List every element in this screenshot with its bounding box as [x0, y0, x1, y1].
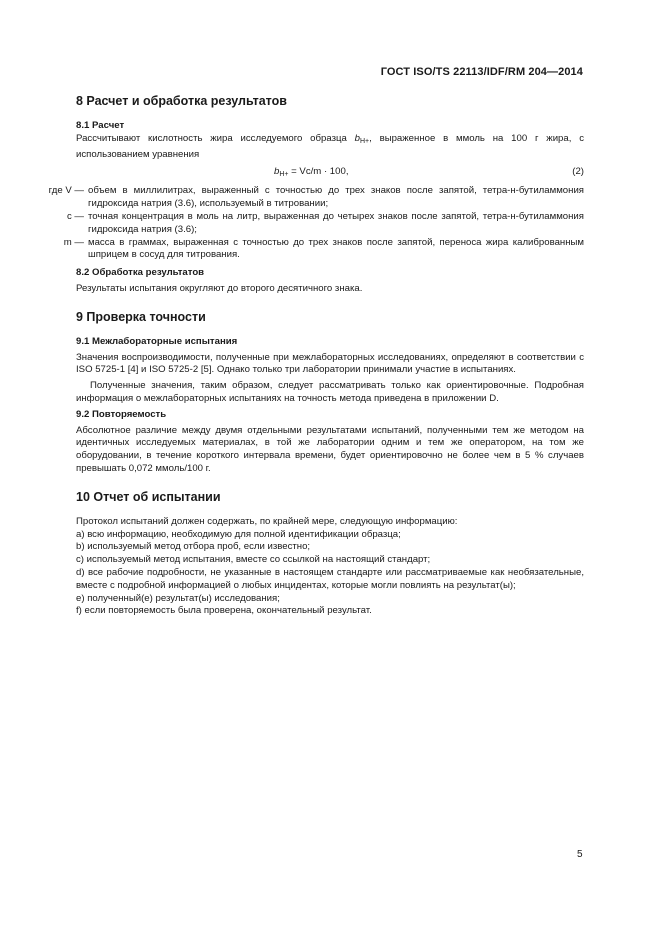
definition-text: масса в граммах, выраженная с точностью до трех знаков после запятой, переноса жира калиброванным шприцем в сосуд для титрования.	[88, 236, 584, 261]
section-9-1-paragraph-2: Полученные значения, таким образом, следует рассматривать только как ориентировочные. Подробная информация о межлабораторных испытаниях на точность метода приведена в приложении D.	[76, 380, 584, 404]
definition-v	[46, 185, 584, 211]
section-9-2-title: 9.2 Повторяемость	[76, 408, 167, 420]
list-item: b) используемый метод отбора проб, если известно;	[76, 541, 311, 553]
definition-text: объем в миллилитрах, выраженный с точностью до трех знаков после запятой, тетра-н-бутиламмония гидроксида натрия (3.6), используемый в титровании;	[88, 185, 584, 210]
section-9-1-title: 9.1 Межлабораторные испытания	[76, 335, 238, 347]
formula-b-sub: H+	[279, 171, 289, 179]
definitions-list	[46, 185, 584, 262]
document-code-header: ГОСТ ISO/TS 22113/IDF/RM 204—2014	[380, 66, 583, 78]
list-item: c) используемый метод испытания, вместе со ссылкой на настоящий стандарт;	[76, 554, 431, 566]
section-8-1-text	[76, 133, 584, 162]
section-10-intro: Протокол испытаний должен содержать, по крайней мере, следующую информацию:	[76, 515, 458, 527]
equation-number: (2)	[572, 166, 584, 178]
definition-m	[46, 237, 584, 263]
list-item: d) все рабочие подробности, не указанные в настоящем стандарте или рассматриваемые как необязательные, вместе с подробной информацией о любых инцидентах, которые могли повлиять на результат(ы);	[76, 566, 584, 591]
equation-formula	[274, 166, 348, 182]
section-9-1-paragraph-1: Значения воспроизводимости, полученные при межлабораторных исследованиях, определяют в соответствии с ISO 5725-1 [4] и ISO 5725-2 [5]. Однако только три лаборатории принимали участие в испытаниях.	[76, 351, 584, 376]
page-content	[48, 92, 585, 618]
report-items-list	[76, 529, 584, 619]
s81-text-part2: , выраженное в ммоль на 100 г жира, с использованием уравнения	[76, 132, 585, 160]
section-8-1-title: 8.1 Расчет	[76, 120, 125, 131]
list-item: f) если повторяемость была проверена, окончательный результат.	[76, 605, 372, 617]
page-number: 5	[577, 849, 583, 860]
section-10-title: 10 Отчет об испытании	[76, 489, 221, 504]
section-8-2-text: Результаты испытания округляют до второго десятичного знака.	[76, 282, 363, 294]
definition-term: c —	[66, 210, 84, 222]
definition-text: точная концентрация в моль на литр, выраженная до четырех знаков после запятой, тетра-н-бутиламмония гидроксида натрия (3.6);	[88, 210, 584, 235]
b-symbol: b	[354, 132, 360, 144]
b-subscript: H+	[359, 137, 370, 145]
formula-body: = Vc/m · 100,	[288, 166, 349, 178]
section-9-2-paragraph-1: Абсолютное различие между двумя отдельными результатами испытаний, полученными тем же методом на идентичных исследуемых материалах, в той же лаборатории одним и тем же оператором, на том же оборудовании, в течение короткого интервала времени, будет ориентировочно не более чем в 5 % случаев превышать 0,072 ммоль/100 г.	[76, 424, 584, 474]
list-item: a) всю информацию, необходимую для полной идентификации образца;	[76, 528, 401, 540]
section-8-2-title: 8.2 Обработка результатов	[76, 267, 205, 279]
definition-c	[46, 211, 584, 237]
formula-b: b	[274, 166, 280, 178]
list-item: e) полученный(е) результат(ы) исследования;	[76, 592, 280, 604]
section-8-title: 8 Расчет и обработка результатов	[76, 94, 287, 108]
definition-term: где V —	[48, 185, 84, 197]
equation-2	[76, 166, 584, 180]
section-9-title: 9 Проверка точности	[76, 309, 206, 324]
definition-term: m —	[63, 236, 84, 248]
s81-text-part1: Рассчитывают кислотность жира исследуемого образца	[76, 132, 355, 144]
